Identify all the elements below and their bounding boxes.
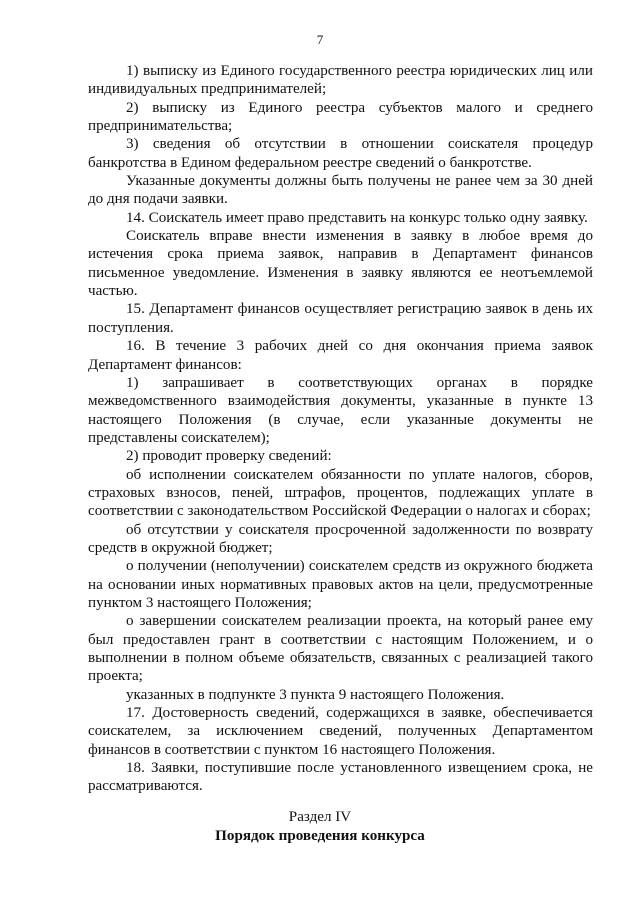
section-label: Раздел IV xyxy=(288,809,352,825)
paragraph-subclause-reference: указанных в подпункте 3 пункта 9 настоящего Положения. xyxy=(126,686,505,703)
paragraph-clause-16: 16. В течение 3 рабочих дней со дня окончания приема заявок Департамент финансов: xyxy=(88,338,593,373)
paragraph-request-documents: 1) запрашивает в соответствующих органах в порядке межведомственного взаимодействия документы, указанные в пункте 13 настоящего Положения (в случае, если указанные документы не представлены соискателем); xyxy=(88,374,593,446)
paragraph-clause-15: 15. Департамент финансов осуществляет регистрацию заявок в день их поступления. xyxy=(88,301,593,336)
paragraph-tax-obligations: об исполнении соискателем обязанности по уплате налогов, сборов, страховых взносов, пеней, штрафов, процентов, подлежащих уплате в соответствии с законодательством Российской Федерации о налогах и сборах; xyxy=(88,466,593,520)
paragraph-documents-deadline: Указанные документы должны быть получены не ранее чем за 30 дней до дня подачи заявки. xyxy=(88,173,593,208)
paragraph-overdue-debt: об отсутствии у соискателя просроченной задолженности по возврату средств в окружной бюджет; xyxy=(88,521,593,556)
paragraph-application-changes: Соискатель вправе внести изменения в заявку в любое время до истечения срока приема заявок, направив в Департамент финансов письменное уведомление. Изменения в заявку являются ее неотъемлемой частью. xyxy=(88,228,593,300)
paragraph-project-completion: о завершении соискателем реализации проекта, на который ранее ему был предоставлен грант в соответствии с настоящим Положением, и о выполнении в полном объеме обязательств, связанных с реализацией такого проекта; xyxy=(88,613,593,685)
paragraph-sme-registry-extract: 2) выписку из Единого реестра субъектов малого и среднего предпринимательства; xyxy=(88,99,593,135)
section-heading xyxy=(0,808,640,846)
paragraph-clause-14: 14. Соискатель имеет право представить на конкурс только одну заявку. xyxy=(126,209,588,226)
paragraph-egrul-extract: 1) выписку из Единого государственного реестра юридических лиц или индивидуальных предпринимателей; xyxy=(88,63,593,98)
page-number: 7 xyxy=(316,32,324,47)
paragraph-budget-funds: о получении (неполучении) соискателем средств из окружного бюджета на основании иных нормативных правовых актов на цели, предусмотренные пунктом 3 настоящего Положения; xyxy=(88,558,593,611)
paragraph-verify-info: 2) проводит проверку сведений: xyxy=(126,448,332,465)
paragraph-clause-18: 18. Заявки, поступившие после установленного извещением срока, не рассматриваются. xyxy=(88,760,593,795)
document-body xyxy=(88,62,593,796)
paragraph-clause-17: 17. Достоверность сведений, содержащихся в заявке, обеспечивается соискателем, за исключением сведений, полученных Департаментом финансов в соответствии с пунктом 16 настоящего Положения. xyxy=(88,705,593,758)
section-title: Порядок проведения конкурса xyxy=(215,828,425,844)
paragraph-bankruptcy-info: 3) сведения об отсутствии в отношении соискателя процедур банкротства в Едином федеральном реестре сведений о банкротстве. xyxy=(88,136,593,171)
